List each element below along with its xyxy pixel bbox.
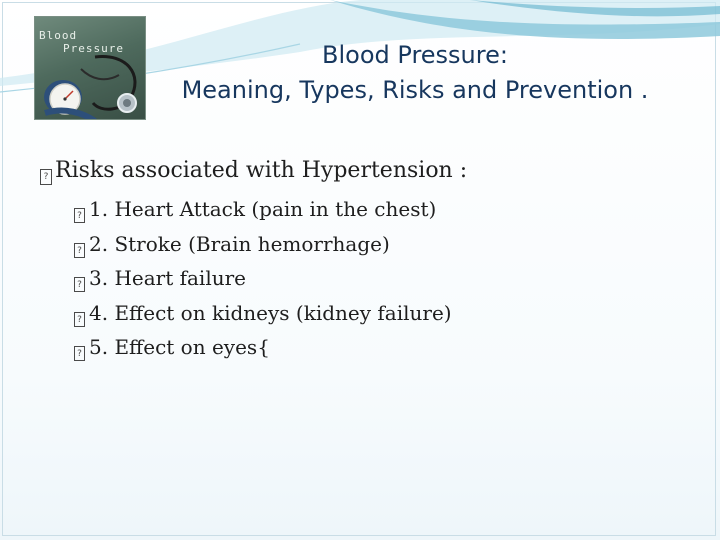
logo-text [39, 29, 124, 55]
list-item [74, 227, 700, 262]
logo-line-1: Blood [39, 29, 78, 42]
list-item [74, 192, 700, 227]
bullet-placeholder-icon: ? [74, 346, 85, 361]
slide-content [40, 154, 700, 365]
section-heading-text: Risks associated with Hypertension : [55, 158, 468, 183]
list-item [74, 261, 700, 296]
list-item [74, 330, 700, 365]
list-item-text: 3. Heart failure [89, 266, 246, 290]
list-item-text: 2. Stroke (Brain hemorrhage) [89, 231, 390, 256]
list-item-text: 4. Effect on kidneys (kidney failure) [89, 300, 452, 325]
bullet-placeholder-icon: ? [74, 208, 85, 223]
bullet-placeholder-icon: ? [74, 312, 85, 327]
section-heading [40, 154, 700, 188]
risk-list [74, 192, 700, 365]
list-item-text: 1. Heart Attack (pain in the chest) [89, 197, 437, 221]
slide-title [150, 38, 680, 108]
title-line-2: Meaning, Types, Risks and Prevention . [181, 76, 649, 104]
blood-pressure-logo [34, 16, 146, 120]
logo-line-2: Pressure [63, 42, 124, 55]
list-item [74, 296, 700, 331]
bullet-placeholder-icon: ? [74, 243, 85, 258]
bullet-placeholder-icon: ? [40, 169, 52, 185]
bullet-placeholder-icon: ? [74, 277, 85, 292]
list-item-text: 5. Effect on eyes{ [89, 335, 270, 359]
title-line-1: Blood Pressure: [322, 41, 508, 69]
